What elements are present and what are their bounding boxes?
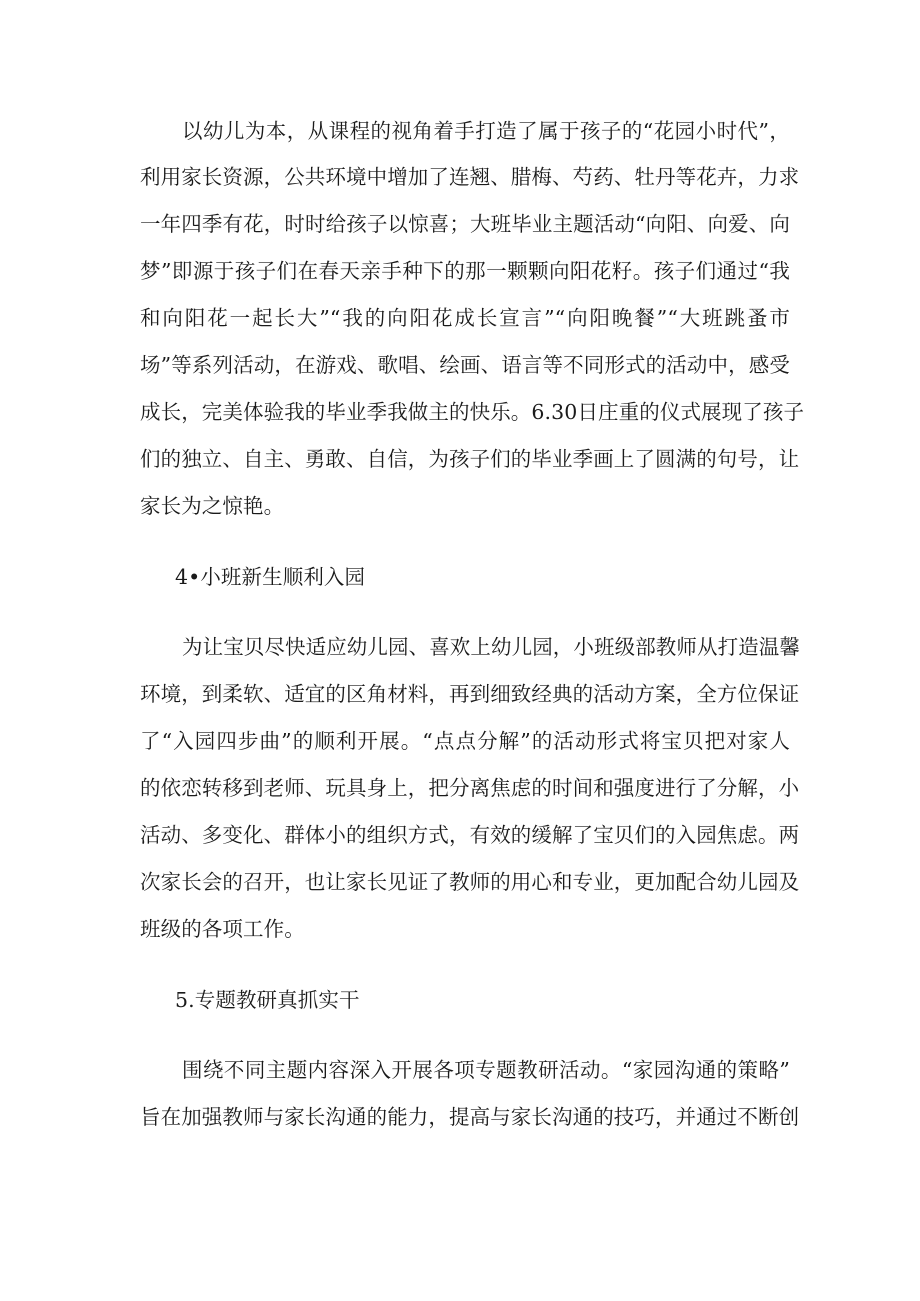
paragraph-2-line-1: 为让宝贝尽快适应幼儿园、喜欢上幼儿园，小班级部教师从打造温馨	[182, 635, 800, 659]
paragraph-2-line-3: 了“入园四步曲”的顺利开展。“点点分解”的活动形式将宝贝把对家人	[140, 729, 790, 753]
paragraph-1-line-8: 们的独立、自主、勇敢、自信，为孩子们的毕业季画上了圆满的句号，让	[140, 447, 800, 471]
paragraph-1-line-5: 和向阳花一起长大”“我的向阳花成长宣言”“向阳晚餐”“大班跳蚤市	[140, 306, 790, 330]
paragraph-2-line-7: 班级的各项工作。	[140, 917, 305, 941]
paragraph-2-line-4: 的依恋转移到老师、玩具身上，把分离焦虑的时间和强度进行了分解，小	[140, 776, 800, 800]
paragraph-1-line-9: 家长为之惊艳。	[140, 494, 285, 518]
paragraph-1-line-4: 梦”即源于孩子们在春天亲手种下的那一颗颗向阳花籽。孩子们通过“我	[140, 259, 790, 283]
paragraph-2-line-2: 环境，到柔软、适宜的区角材料，再到细致经典的活动方案，全方位保证	[140, 682, 800, 706]
paragraph-1-line-3: 一年四季有花，时时给孩子以惊喜；大班毕业主题活动“向阳、向爱、向	[140, 212, 790, 236]
paragraph-1-line-2: 利用家长资源，公共环境中增加了连翘、腊梅、芍药、牡丹等花卉，力求	[140, 165, 800, 189]
section-heading-5: 5.专题教研真抓实干	[175, 988, 360, 1012]
paragraph-1-line-7: 成长，完美体验我的毕业季我做主的快乐。6.30日庄重的仪式展现了孩子	[140, 400, 805, 424]
section-heading-4: 4•小班新生顺利入园	[175, 565, 366, 589]
paragraph-1-line-6: 场”等系列活动，在游戏、歌唱、绘画、语言等不同形式的活动中，感受	[140, 353, 790, 377]
paragraph-2-line-6: 次家长会的召开，也让家长见证了教师的用心和专业，更加配合幼儿园及	[140, 870, 800, 894]
paragraph-2-line-5: 活动、多变化、群体小的组织方式，有效的缓解了宝贝们的入园焦虑。两	[140, 823, 800, 847]
paragraph-3-line-1: 围绕不同主题内容深入开展各项专题教研活动。“家园沟通的策略”	[182, 1058, 790, 1082]
paragraph-3-line-2: 旨在加强教师与家长沟通的能力，提高与家长沟通的技巧，并通过不断创	[140, 1105, 800, 1129]
paragraph-1-line-1: 以幼儿为本，从课程的视角着手打造了属于孩子的“花园小时代”，	[182, 119, 790, 143]
